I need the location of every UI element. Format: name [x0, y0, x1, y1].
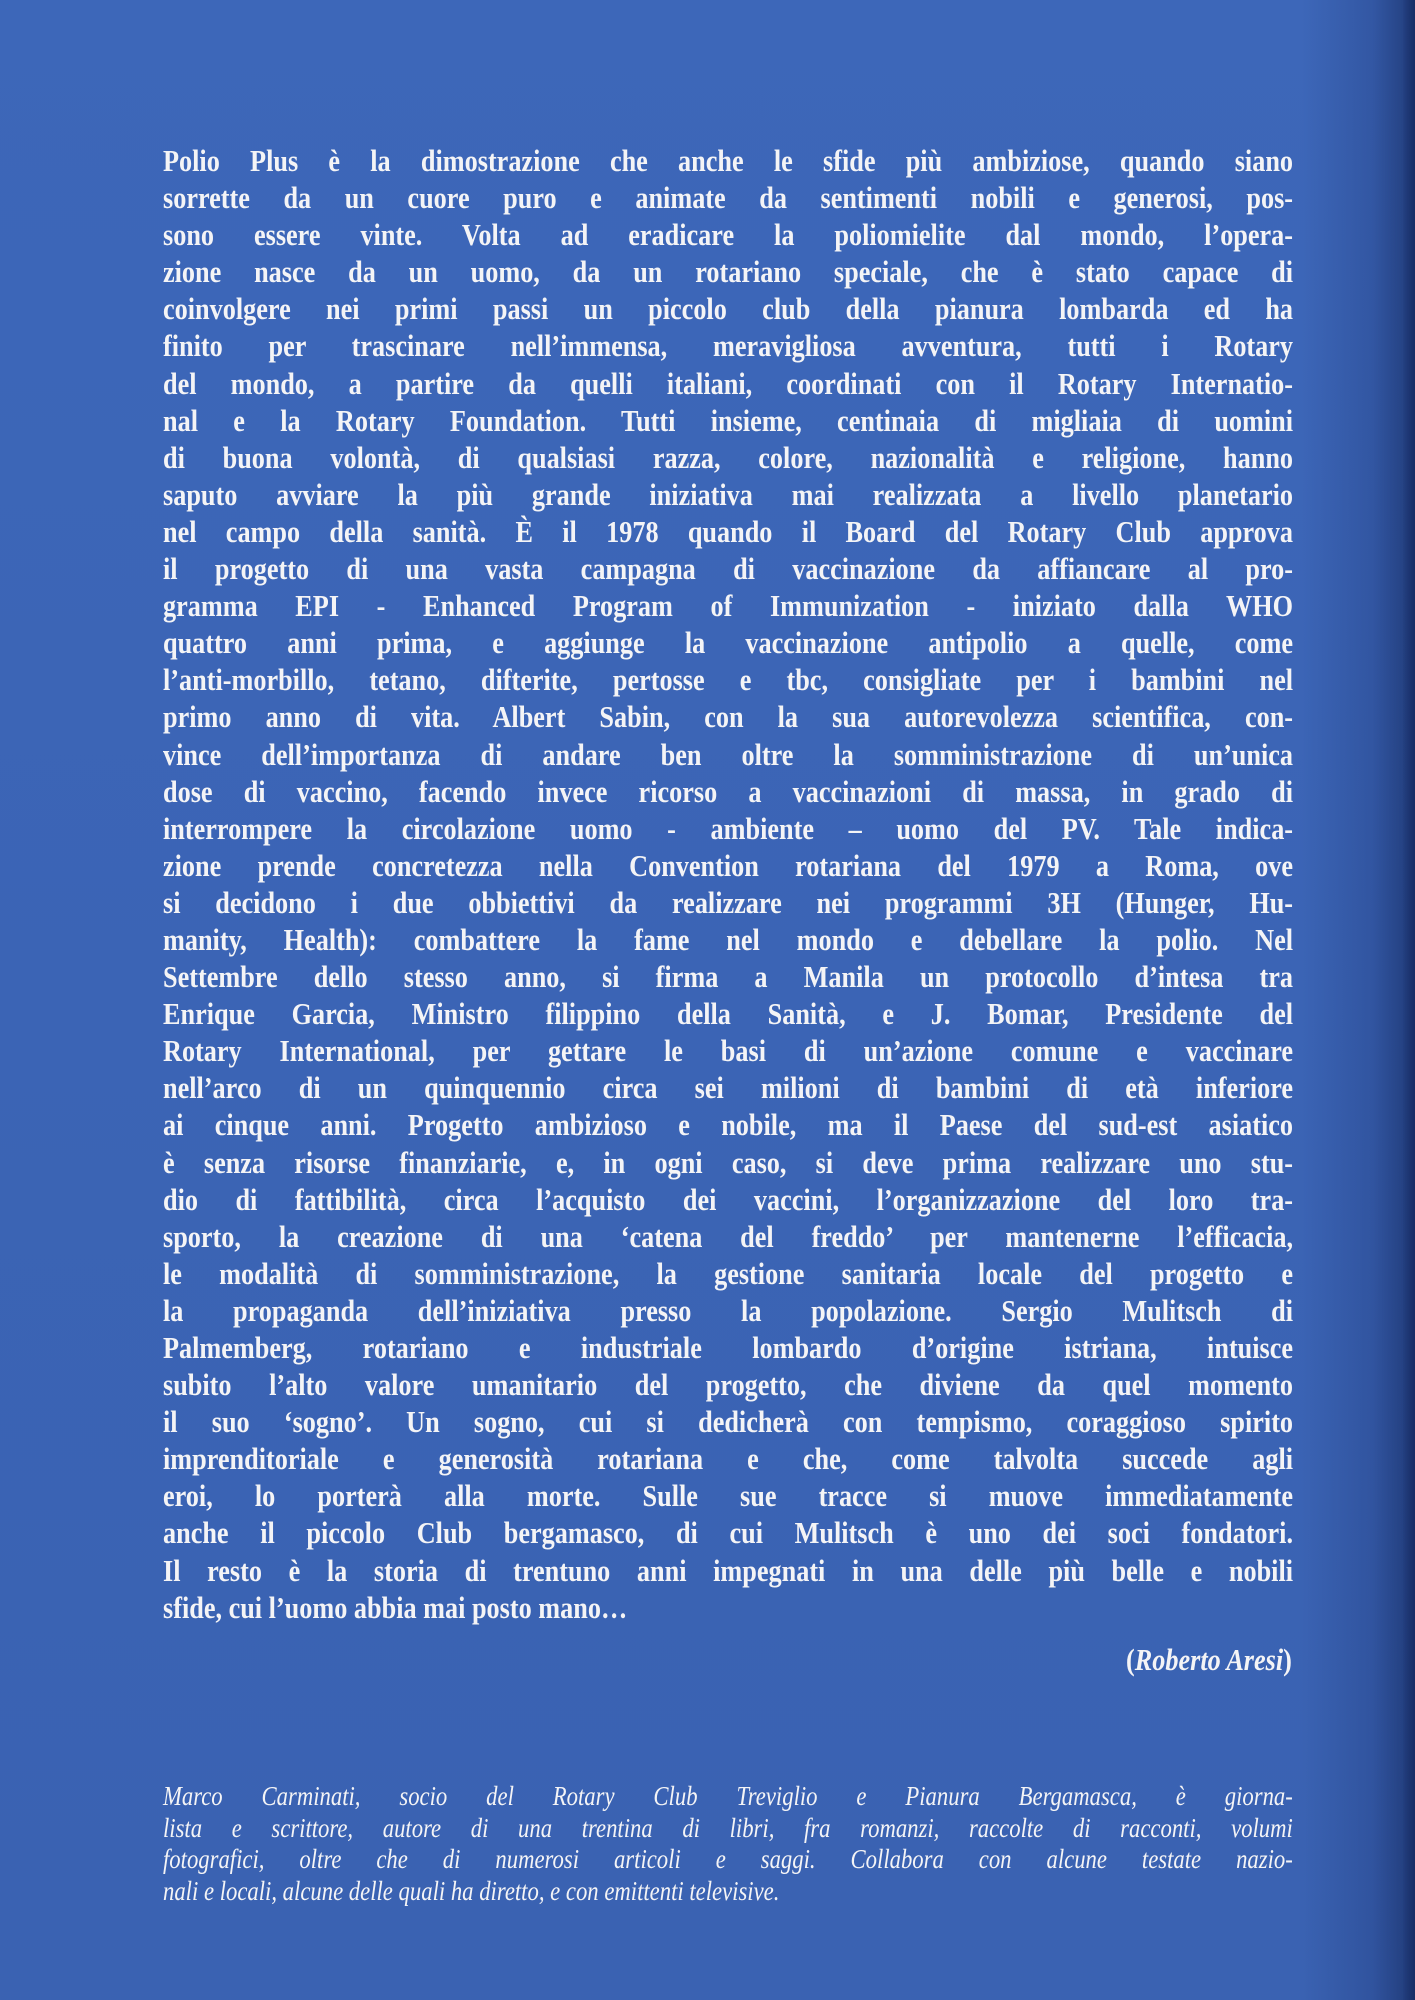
bio-line: lista e scrittore, autore di una trentina di libri, fra romanzi, raccolte di racconti, volumi [163, 1812, 1293, 1843]
blurb-line: zione nasce da un uomo, da un rotariano speciale, che è stato capace di [163, 255, 1294, 290]
blurb-line: ai cinque anni. Progetto ambizioso e nobile, ma il Paese del sud-est asiatico [163, 1108, 1294, 1143]
blurb-line: dose di vaccino, facendo invece ricorso a vaccinazioni di massa, in grado di [163, 774, 1294, 809]
blurb-line: si decidono i due obbiettivi da realizzare nei programmi 3H (Hunger, Hu- [163, 885, 1294, 920]
blurb-attribution [1126, 1643, 1292, 1678]
blurb-line: primo anno di vita. Albert Sabin, con la sua autorevolezza scientifica, con- [163, 700, 1294, 735]
blurb-line: sorrette da un cuore puro e animate da sentimenti nobili e generosi, pos- [163, 181, 1294, 216]
blurb-line: le modalità di somministrazione, la gestione sanitaria locale del progetto e [163, 1256, 1294, 1291]
blurb-line: sfide, cui l’uomo abbia mai posto mano… [163, 1590, 628, 1625]
author-bio [163, 1781, 1293, 1907]
blurb-line: eroi, lo porterà alla morte. Sulle sue tracce si muove immediatamente [163, 1479, 1294, 1514]
blurb-line: Settembre dello stesso anno, si firma a Manila un protocollo d’intesa tra [163, 960, 1294, 995]
blurb-line: nel campo della sanità. È il 1978 quando il Board del Rotary Club approva [163, 514, 1294, 549]
blurb-line: saputo avviare la più grande iniziativa mai realizzata a livello planetario [163, 477, 1294, 512]
blurb-line: il progetto di una vasta campagna di vaccinazione da affiancare al pro- [163, 552, 1294, 587]
attribution-close-paren: ) [1283, 1643, 1292, 1677]
blurb-line: interrompere la circolazione uomo - ambiente – uomo del PV. Tale indica- [163, 811, 1294, 846]
blurb-line: di buona volontà, di qualsiasi razza, colore, nazionalità e religione, hanno [163, 440, 1294, 475]
blurb-line: anche il piccolo Club bergamasco, di cui Mulitsch è uno dei soci fondatori. [163, 1516, 1294, 1551]
blurb-line: quattro anni prima, e aggiunge la vaccinazione antipolio a quelle, come [163, 626, 1294, 661]
blurb-line: del mondo, a partire da quelli italiani, coordinati con il Rotary Internatio- [163, 366, 1294, 401]
blurb-line: è senza risorse finanziarie, e, in ogni caso, si deve prima realizzare uno stu- [163, 1145, 1294, 1180]
spine-edge [1403, 0, 1415, 2000]
blurb-line: zione prende concretezza nella Convention rotariana del 1979 a Roma, ove [163, 848, 1294, 883]
back-cover-blurb [163, 143, 1293, 1627]
blurb-line: gramma EPI - Enhanced Program of Immunization - iniziato dalla WHO [163, 589, 1294, 624]
blurb-line: Rotary International, per gettare le basi di un’azione comune e vaccinare [163, 1034, 1294, 1069]
blurb-line: dio di fattibilità, circa l’acquisto dei vaccini, l’organizzazione del loro tra- [163, 1182, 1294, 1217]
blurb-line: nal e la Rotary Foundation. Tutti insieme, centinaia di migliaia di uomini [163, 403, 1294, 438]
blurb-line: manity, Health): combattere la fame nel mondo e debellare la polio. Nel [163, 922, 1294, 957]
bio-line: nali e locali, alcune delle quali ha diretto, e con emittenti televisive. [163, 1875, 780, 1906]
bio-line: fotografici, oltre che di numerosi articoli e saggi. Collabora con alcune testate nazio- [163, 1844, 1293, 1874]
blurb-line: Palmemberg, rotariano e industriale lombardo d’origine istriana, intuisce [163, 1331, 1294, 1365]
blurb-line: Polio Plus è la dimostrazione che anche le sfide più ambiziose, quando siano [163, 144, 1294, 178]
attribution-open-paren: ( [1126, 1643, 1135, 1677]
blurb-line: Il resto è la storia di trentuno anni impegnati in una delle più belle e nobili [163, 1553, 1294, 1588]
blurb-line: l’anti-morbillo, tetano, difterite, pertosse e tbc, consigliate per i bambini nel [163, 663, 1294, 698]
blurb-line: il suo ‘sogno’. Un sogno, cui si dedicherà con tempismo, coraggioso spirito [163, 1405, 1294, 1440]
blurb-line: subito l’alto valore umanitario del progetto, che diviene da quel momento [163, 1368, 1294, 1403]
blurb-line: finito per trascinare nell’immensa, meravigliosa avventura, tutti i Rotary [163, 329, 1294, 364]
blurb-line: coinvolgere nei primi passi un piccolo club della pianura lombarda ed ha [163, 292, 1294, 327]
blurb-line: imprenditoriale e generosità rotariana e che, come talvolta succede agli [163, 1442, 1294, 1477]
blurb-line: la propaganda dell’iniziativa presso la popolazione. Sergio Mulitsch di [163, 1293, 1294, 1328]
blurb-line: sporto, la creazione di una ‘catena del freddo’ per mantenerne l’efficacia, [163, 1219, 1294, 1254]
bio-line: Marco Carminati, socio del Rotary Club Treviglio e Pianura Bergamasca, è giorna- [163, 1781, 1293, 1811]
blurb-line: vince dell’importanza di andare ben oltre la somministrazione di un’unica [163, 737, 1294, 772]
attribution-author: Roberto Aresi [1134, 1643, 1284, 1677]
blurb-line: sono essere vinte. Volta ad eradicare la poliomielite dal mondo, l’opera- [163, 218, 1294, 253]
blurb-line: nell’arco di un quinquennio circa sei milioni di bambini di età inferiore [163, 1071, 1294, 1106]
blurb-line: Enrique Garcia, Ministro filippino della Sanità, e J. Bomar, Presidente del [163, 997, 1294, 1032]
